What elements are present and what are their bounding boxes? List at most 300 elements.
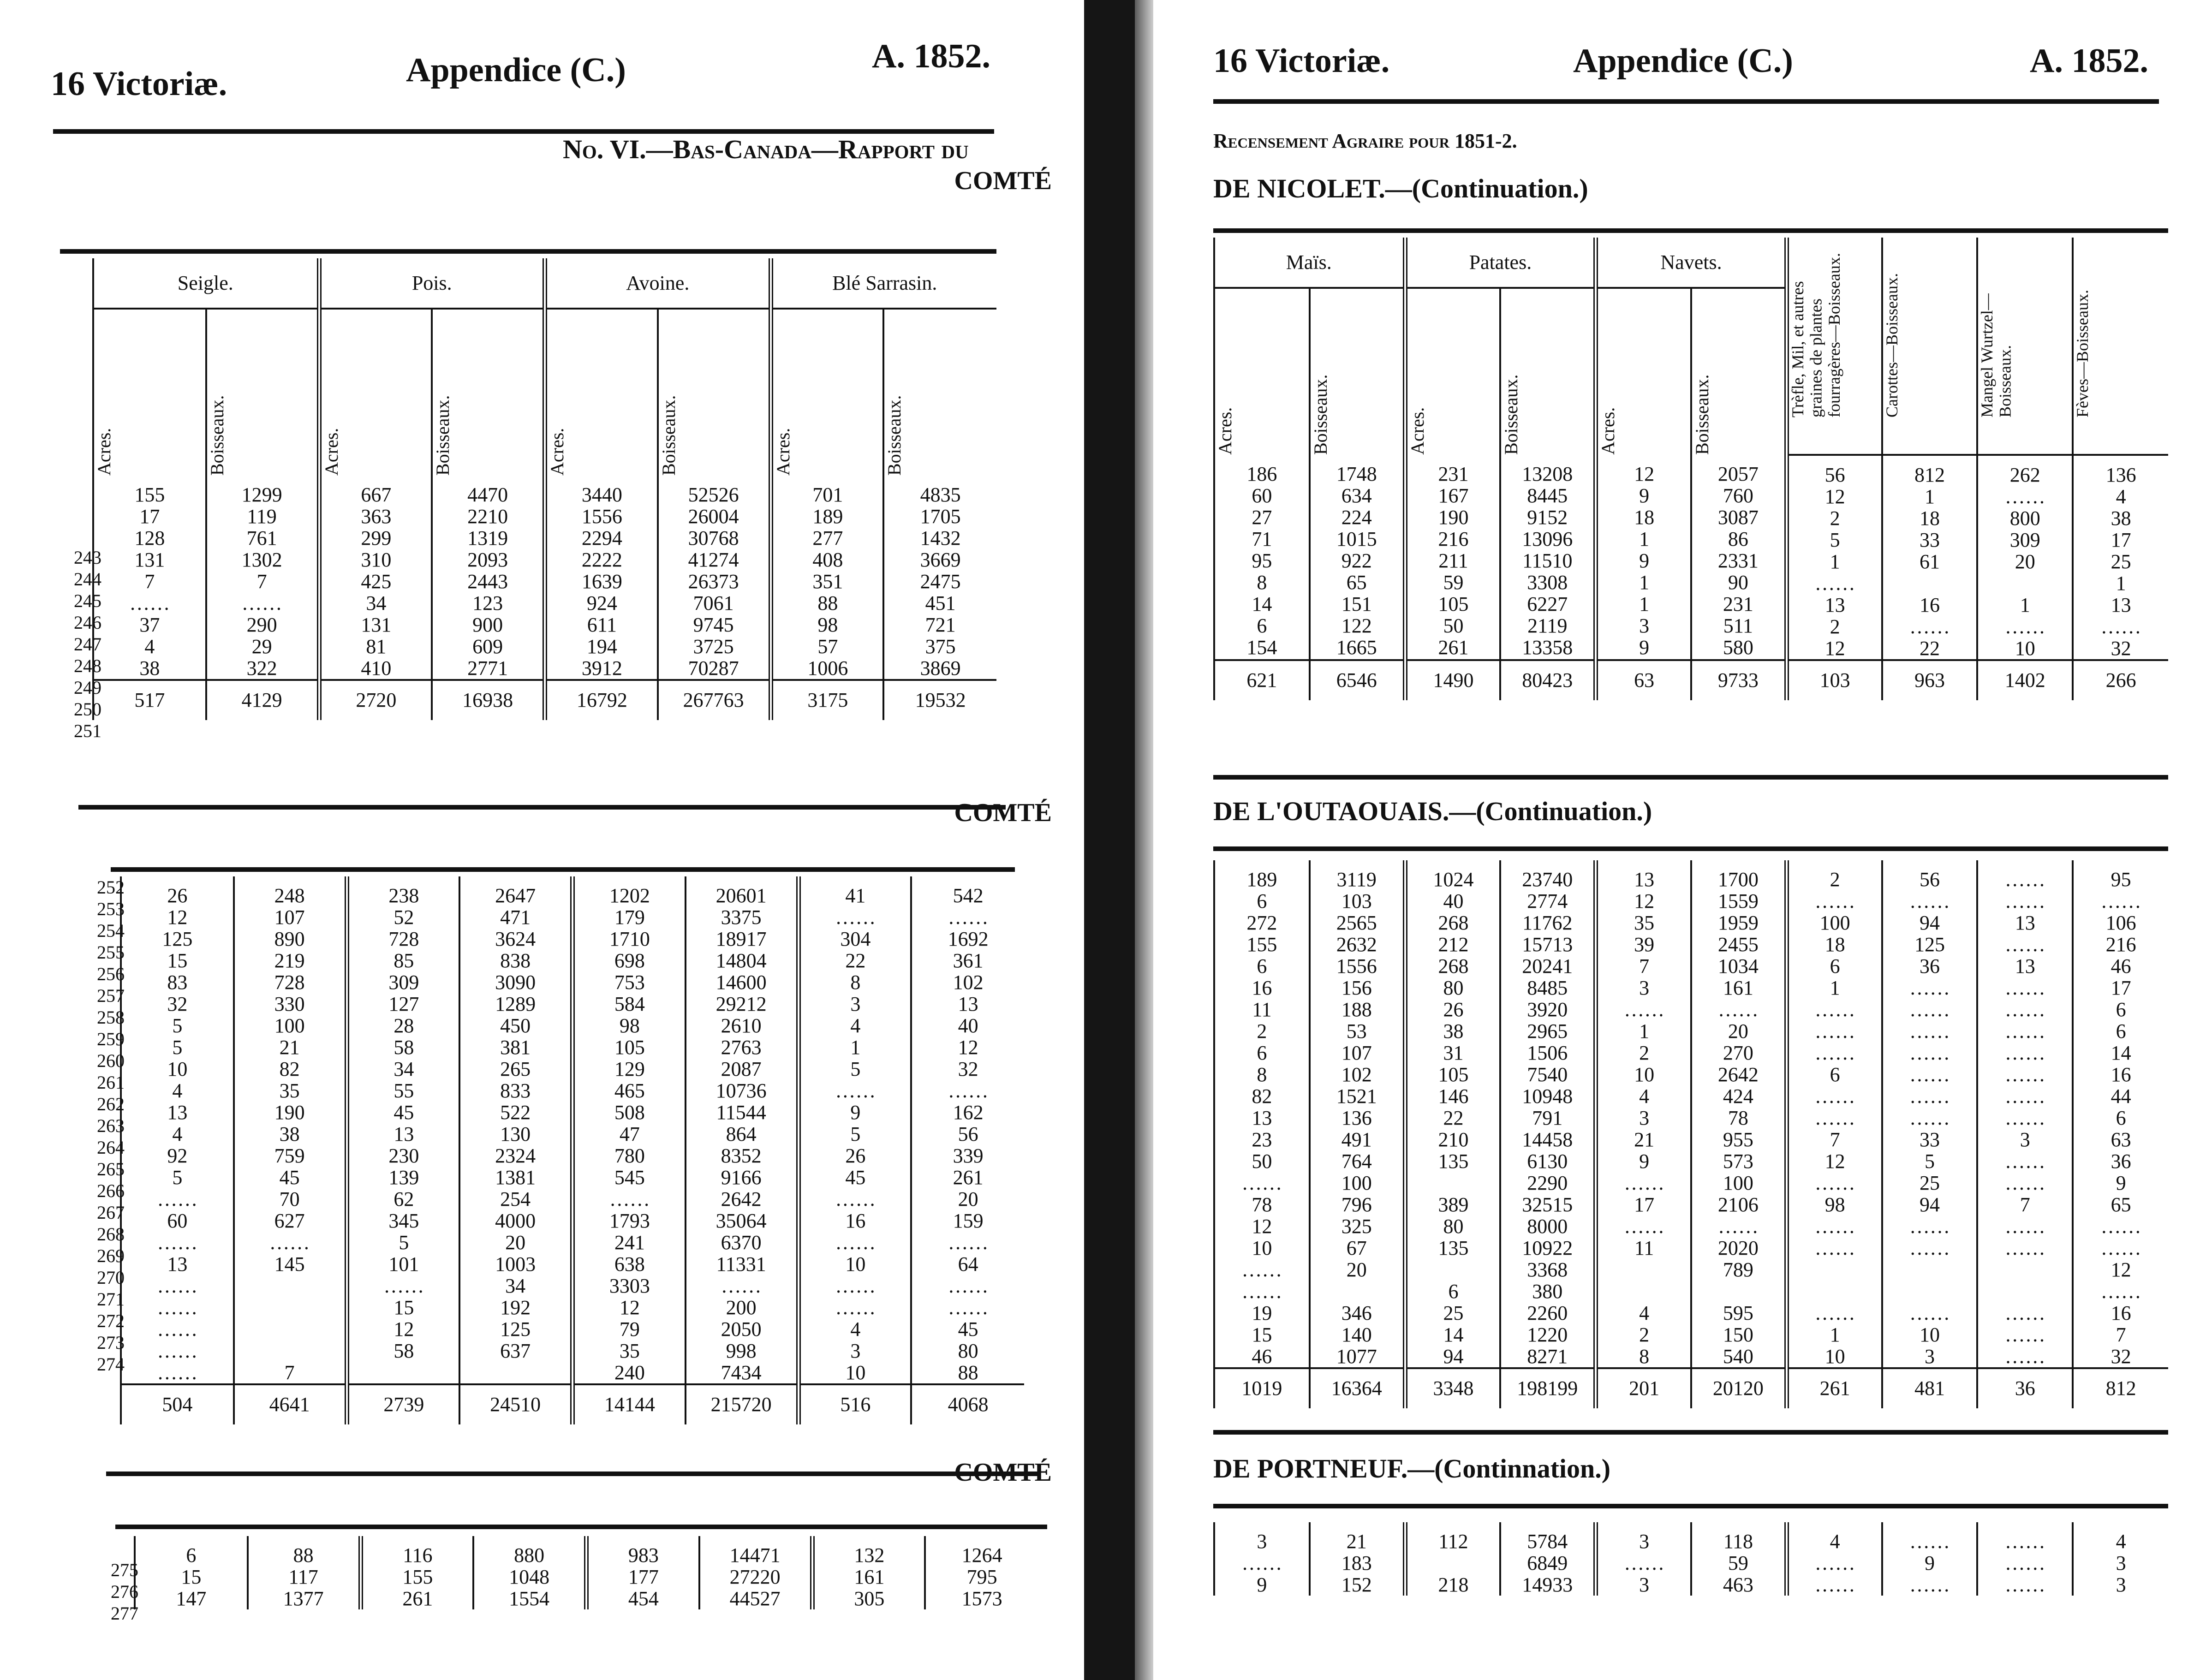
cell-value: 7 bbox=[2116, 1323, 2126, 1346]
cell-value: 26 bbox=[167, 884, 188, 907]
cell-value: 12 bbox=[1824, 485, 1845, 508]
cell-value: 125 bbox=[162, 928, 193, 950]
line-number: 269 bbox=[97, 1245, 125, 1266]
cell-value: 79 bbox=[619, 1318, 640, 1340]
cell-value: …… bbox=[2004, 890, 2045, 912]
cell-value: 753 bbox=[614, 971, 645, 994]
cell-value: 88 bbox=[958, 1361, 978, 1384]
cell-value: 5 bbox=[172, 1166, 183, 1189]
cell-value: 924 bbox=[586, 592, 617, 614]
line-number: 252 bbox=[97, 877, 125, 898]
cell-value: 18 bbox=[1824, 933, 1845, 956]
cell-value: …… bbox=[1814, 1552, 1855, 1574]
left-group-head: Blé Sarrasin. bbox=[771, 258, 997, 309]
right-subhead bbox=[1596, 288, 1691, 455]
left-line-numbers-3 bbox=[92, 1559, 138, 1624]
cell-value bbox=[235, 1318, 345, 1340]
right-data-column bbox=[1596, 860, 1691, 1368]
cell-value: 88 bbox=[293, 1544, 314, 1567]
right-data-column bbox=[1214, 1522, 1310, 1596]
cell-value: 13 bbox=[394, 1123, 414, 1145]
line-number: 260 bbox=[97, 1050, 125, 1071]
right-total-value: 9733 bbox=[1691, 660, 1787, 700]
cell-value: 3920 bbox=[1527, 998, 1568, 1021]
cell-value: 100 bbox=[1819, 911, 1850, 934]
right-total-value: 63 bbox=[1596, 660, 1691, 700]
cell-value: 131 bbox=[134, 548, 165, 571]
cell-value: 638 bbox=[614, 1253, 645, 1275]
cell-value: 9745 bbox=[693, 614, 734, 636]
cell-value: 3869 bbox=[920, 657, 961, 679]
cell-value: 305 bbox=[854, 1587, 885, 1610]
line-number: 264 bbox=[97, 1137, 125, 1158]
cell-value: 211 bbox=[1438, 549, 1468, 572]
cell-value: 33 bbox=[1919, 529, 1940, 551]
cell-value: 118 bbox=[1723, 1530, 1753, 1553]
left-subhead bbox=[206, 309, 319, 476]
cell-value: 161 bbox=[1723, 977, 1753, 999]
cell-value: 15713 bbox=[1522, 933, 1573, 956]
cell-value: 38 bbox=[1443, 1020, 1464, 1043]
cell-value: 32 bbox=[167, 993, 188, 1015]
cell-value: 7 bbox=[2020, 1193, 2030, 1216]
cell-value: 880 bbox=[514, 1544, 545, 1567]
left-table-section-2 bbox=[120, 876, 1024, 1424]
cell-value: 3 bbox=[2116, 1573, 2126, 1596]
left-subhead bbox=[545, 309, 658, 476]
cell-value: 216 bbox=[1438, 528, 1469, 550]
cell-value: 721 bbox=[925, 614, 956, 636]
left-section-top-rule-2 bbox=[111, 867, 1015, 872]
cell-value: 23740 bbox=[1522, 868, 1573, 891]
cell-value bbox=[1883, 572, 1977, 594]
left-total-value: 215720 bbox=[686, 1384, 799, 1424]
cell-value: 1 bbox=[1639, 1020, 1650, 1043]
right-data-column bbox=[1882, 455, 1978, 660]
cell-value: 10 bbox=[845, 1253, 866, 1275]
cell-value: 270 bbox=[1723, 1042, 1753, 1064]
cell-value: 156 bbox=[1341, 977, 1372, 999]
cell-value: 92 bbox=[167, 1144, 188, 1167]
cell-value: 16 bbox=[1252, 977, 1272, 999]
cell-value: …… bbox=[2004, 868, 2045, 891]
cell-value: 62 bbox=[394, 1188, 414, 1210]
cell-value bbox=[1883, 1259, 1977, 1281]
cell-value: …… bbox=[1814, 1020, 1855, 1043]
cell-value: 200 bbox=[726, 1296, 757, 1319]
line-number: 265 bbox=[97, 1159, 125, 1180]
cell-value: …… bbox=[1909, 1302, 1950, 1324]
cell-value: 39 bbox=[1634, 933, 1655, 956]
cell-value: 1 bbox=[1639, 528, 1650, 550]
right-single-head-label: Trèfle, Mil, et autres graines de plantes fourragères—Boisseaux. bbox=[1788, 253, 1843, 417]
cell-value: 177 bbox=[628, 1566, 659, 1588]
right-data-column bbox=[1310, 860, 1405, 1368]
cell-value: 540 bbox=[1723, 1345, 1753, 1368]
cell-value bbox=[1978, 572, 2072, 594]
cell-value: 20 bbox=[505, 1231, 526, 1254]
cell-value: …… bbox=[1909, 977, 1950, 999]
cell-value: …… bbox=[1909, 1215, 1950, 1238]
cell-value: …… bbox=[1909, 1573, 1950, 1596]
cell-value: 127 bbox=[388, 993, 419, 1015]
cell-value: …… bbox=[1814, 998, 1855, 1021]
cell-value: …… bbox=[157, 1296, 198, 1319]
cell-value: …… bbox=[1909, 1237, 1950, 1259]
cell-value: …… bbox=[2004, 1150, 2045, 1173]
cell-value: 145 bbox=[274, 1253, 305, 1275]
cell-value: 14471 bbox=[729, 1544, 781, 1567]
left-group-head: Avoine. bbox=[545, 258, 771, 309]
line-number: 247 bbox=[74, 634, 101, 655]
left-total-value: 14144 bbox=[572, 1384, 686, 1424]
cell-value: 1319 bbox=[467, 527, 508, 549]
cell-value: 83 bbox=[167, 971, 188, 994]
cell-value: 135 bbox=[1438, 1150, 1469, 1173]
left-total-value: 2720 bbox=[319, 680, 432, 720]
cell-value: 10 bbox=[1252, 1237, 1272, 1259]
cell-value: 16 bbox=[845, 1209, 866, 1232]
cell-value: 2475 bbox=[920, 570, 961, 593]
cell-value: 13096 bbox=[1522, 528, 1573, 550]
cell-value: 10736 bbox=[715, 1079, 767, 1102]
cell-value: …… bbox=[1814, 1237, 1855, 1259]
cell-value: 6 bbox=[2116, 998, 2126, 1021]
left-data-column bbox=[93, 476, 206, 680]
cell-value: 454 bbox=[628, 1587, 659, 1610]
cell-value: 796 bbox=[1341, 1193, 1372, 1216]
cell-value: …… bbox=[2004, 485, 2045, 508]
cell-value: 14 bbox=[1252, 593, 1272, 615]
cell-value: 105 bbox=[1438, 1063, 1469, 1086]
cell-value: …… bbox=[721, 1275, 762, 1297]
cell-value: 12 bbox=[958, 1036, 978, 1059]
cell-value: …… bbox=[157, 1231, 198, 1254]
cell-value: 890 bbox=[274, 928, 305, 950]
cell-value: 2 bbox=[1830, 615, 1840, 638]
cell-value: 1299 bbox=[241, 483, 282, 506]
cell-value: 1959 bbox=[1717, 911, 1759, 934]
cell-value: 11331 bbox=[716, 1253, 766, 1275]
cell-value: 231 bbox=[1723, 593, 1753, 615]
cell-value: 12 bbox=[1634, 463, 1655, 485]
cell-value: 8352 bbox=[721, 1144, 762, 1167]
cell-value: 4 bbox=[144, 635, 155, 658]
right-subhead-label: Acres. bbox=[1215, 407, 1235, 455]
line-number: 255 bbox=[97, 942, 125, 963]
cell-value: …… bbox=[2004, 1302, 2045, 1324]
cell-value: 38 bbox=[279, 1123, 300, 1145]
left-data-column bbox=[686, 876, 799, 1384]
cell-value: 5 bbox=[172, 1014, 183, 1037]
cell-value: 701 bbox=[812, 483, 843, 506]
cell-value: 2260 bbox=[1527, 1302, 1568, 1324]
left-header-rule bbox=[53, 129, 994, 134]
cell-value: 410 bbox=[361, 657, 392, 679]
cell-value: 8485 bbox=[1527, 977, 1568, 999]
cell-value: 2565 bbox=[1336, 911, 1377, 934]
cell-value: 322 bbox=[246, 657, 277, 679]
cell-value: 34 bbox=[505, 1275, 526, 1297]
cell-value: 56 bbox=[1919, 868, 1940, 891]
cell-value: 155 bbox=[402, 1566, 433, 1588]
cell-value: 3912 bbox=[581, 657, 622, 679]
left-line-numbers-2 bbox=[78, 876, 125, 1375]
cell-value: 2057 bbox=[1717, 463, 1759, 485]
cell-value: 424 bbox=[1723, 1085, 1753, 1108]
cell-value: 15 bbox=[167, 949, 188, 972]
cell-value: 132 bbox=[854, 1544, 885, 1567]
cell-value: 56 bbox=[1824, 464, 1845, 486]
cell-value: 41 bbox=[845, 884, 866, 907]
cell-value: 13 bbox=[2015, 955, 2035, 977]
cell-value: 9 bbox=[1639, 636, 1650, 659]
cell-value: 21 bbox=[279, 1036, 300, 1059]
left-data-column bbox=[135, 1536, 248, 1609]
cell-value: 10 bbox=[1634, 1063, 1655, 1086]
cell-value: 136 bbox=[1341, 1107, 1372, 1129]
cell-value: 16 bbox=[2111, 1063, 2131, 1086]
cell-value: …… bbox=[2100, 1280, 2141, 1303]
left-table-section-1 bbox=[92, 258, 996, 720]
cell-value: 304 bbox=[840, 928, 871, 950]
cell-value bbox=[1407, 1259, 1500, 1281]
cell-value: 100 bbox=[274, 1014, 305, 1037]
cell-value: 1220 bbox=[1527, 1323, 1568, 1346]
right-total-value: 3348 bbox=[1405, 1368, 1501, 1408]
left-section-rule-2 bbox=[106, 1471, 1038, 1476]
right-data-column bbox=[1310, 455, 1405, 660]
line-number: 245 bbox=[74, 590, 101, 611]
cell-value: 161 bbox=[854, 1566, 885, 1588]
cell-value: 90 bbox=[1728, 571, 1748, 594]
left-data-column bbox=[925, 1536, 1038, 1609]
cell-value: 4 bbox=[1639, 1085, 1650, 1108]
right-data-column bbox=[1977, 860, 2073, 1368]
cell-value: 32 bbox=[2111, 1345, 2131, 1368]
cell-value: 125 bbox=[500, 1318, 531, 1340]
cell-value: 64 bbox=[958, 1253, 978, 1275]
cell-value: 8 bbox=[1257, 1063, 1267, 1086]
cell-value: 94 bbox=[1919, 911, 1940, 934]
cell-value: 14 bbox=[2111, 1042, 2131, 1064]
left-data-column bbox=[911, 876, 1024, 1384]
cell-value: 45 bbox=[958, 1318, 978, 1340]
cell-value: 13 bbox=[167, 1253, 188, 1275]
cell-value: 50 bbox=[1252, 1150, 1272, 1173]
cell-value: 2763 bbox=[721, 1036, 762, 1059]
cell-value: 351 bbox=[812, 570, 843, 593]
cell-value: 838 bbox=[500, 949, 531, 972]
cell-value: 6 bbox=[186, 1544, 197, 1567]
right-data-column bbox=[1882, 860, 1978, 1368]
cell-value: 10 bbox=[2015, 637, 2035, 660]
cell-value: …… bbox=[1909, 1042, 1950, 1064]
left-subhead bbox=[319, 309, 432, 476]
cell-value: 12 bbox=[167, 906, 188, 929]
cell-value: 508 bbox=[614, 1101, 645, 1124]
right-data-column bbox=[2073, 455, 2168, 660]
cell-value: 760 bbox=[1723, 484, 1753, 507]
cell-value: 216 bbox=[2105, 933, 2136, 956]
cell-value: 1432 bbox=[920, 527, 961, 549]
cell-value: 3 bbox=[1639, 1107, 1650, 1129]
cell-value: …… bbox=[948, 906, 989, 929]
right-section-top-rule-2 bbox=[1213, 846, 2168, 851]
line-number: 251 bbox=[74, 721, 101, 741]
cell-value: …… bbox=[129, 592, 170, 614]
cell-value: 2455 bbox=[1717, 933, 1759, 956]
cell-value: 580 bbox=[1723, 636, 1753, 659]
right-data-column bbox=[1787, 1522, 1882, 1596]
cell-value: 791 bbox=[1532, 1107, 1563, 1129]
right-data-column bbox=[1691, 1522, 1787, 1596]
cell-value: 82 bbox=[1252, 1085, 1272, 1108]
cell-value: 61 bbox=[1919, 550, 1940, 573]
cell-value: …… bbox=[1814, 1215, 1855, 1238]
cell-value: 7 bbox=[1830, 1128, 1840, 1151]
cell-value: 18917 bbox=[715, 928, 767, 950]
cell-value: 6 bbox=[1830, 955, 1840, 977]
cell-value: 4 bbox=[1639, 1302, 1650, 1324]
cell-value: …… bbox=[1814, 572, 1855, 595]
cell-value: 107 bbox=[1341, 1042, 1372, 1064]
cell-value: 23 bbox=[1252, 1128, 1272, 1151]
left-total-value: 19532 bbox=[883, 680, 996, 720]
cell-value: 310 bbox=[361, 548, 392, 571]
cell-value: 363 bbox=[361, 505, 392, 528]
cell-value: 2632 bbox=[1336, 933, 1377, 956]
left-subhead-label: Acres. bbox=[321, 428, 342, 476]
cell-value: 20 bbox=[958, 1188, 978, 1210]
cell-value: 2050 bbox=[721, 1318, 762, 1340]
right-subhead bbox=[1310, 288, 1405, 455]
cell-value bbox=[1598, 1281, 1690, 1302]
cell-value: …… bbox=[2004, 1085, 2045, 1108]
cell-value: 21 bbox=[1634, 1128, 1655, 1151]
left-group-head: Seigle. bbox=[93, 258, 319, 309]
cell-value: 5 bbox=[172, 1036, 183, 1059]
left-line-numbers-1 bbox=[65, 547, 101, 742]
cell-value: 70 bbox=[279, 1188, 300, 1210]
cell-value: 1 bbox=[1830, 550, 1840, 573]
right-section-title-3: DE PORTNEUF.—(Continnation.) bbox=[1213, 1454, 1611, 1483]
cell-value: 22 bbox=[1919, 637, 1940, 660]
right-table-section-3 bbox=[1213, 1522, 2168, 1596]
line-number: 253 bbox=[97, 899, 125, 919]
cell-value: 265 bbox=[500, 1058, 531, 1080]
cell-value: …… bbox=[2100, 890, 2141, 912]
left-total-value: 2739 bbox=[347, 1384, 460, 1424]
line-number: 246 bbox=[74, 612, 101, 633]
cell-value: 105 bbox=[1438, 593, 1469, 615]
left-subhead-label: Acres. bbox=[772, 428, 793, 476]
cell-value: 1793 bbox=[609, 1209, 650, 1232]
line-number: 248 bbox=[74, 655, 101, 676]
cell-value: …… bbox=[2004, 1020, 2045, 1043]
cell-value: 2965 bbox=[1527, 1020, 1568, 1043]
cell-value: 85 bbox=[394, 949, 414, 972]
cell-value: 9 bbox=[850, 1101, 861, 1124]
cell-value: 82 bbox=[279, 1058, 300, 1080]
right-subhead-label: Boisseaux. bbox=[1310, 374, 1331, 455]
cell-value: …… bbox=[609, 1188, 650, 1210]
cell-value: 106 bbox=[2105, 911, 2136, 934]
cell-value: 2290 bbox=[1527, 1172, 1568, 1194]
cell-value: 330 bbox=[274, 993, 305, 1015]
line-number: 270 bbox=[97, 1267, 125, 1288]
cell-value bbox=[1407, 1552, 1500, 1574]
cell-value: 2 bbox=[1257, 1020, 1267, 1043]
cell-value: 2324 bbox=[495, 1144, 536, 1167]
cell-value: 35 bbox=[279, 1079, 300, 1102]
cell-value: 46 bbox=[1252, 1345, 1272, 1368]
cell-value: …… bbox=[1909, 615, 1950, 638]
right-data-column bbox=[1977, 1522, 2073, 1596]
cell-value: 28 bbox=[394, 1014, 414, 1037]
cell-value: 1700 bbox=[1717, 868, 1759, 891]
cell-value: 13 bbox=[1824, 594, 1845, 616]
cell-value: 6 bbox=[2116, 1107, 2126, 1129]
cell-value: 1048 bbox=[509, 1566, 550, 1588]
cell-value: 12 bbox=[1252, 1215, 1272, 1238]
cell-value: 2642 bbox=[1717, 1063, 1759, 1086]
cell-value: 4000 bbox=[495, 1209, 536, 1232]
left-subhead bbox=[771, 309, 884, 476]
left-subhead bbox=[432, 309, 545, 476]
cell-value bbox=[1789, 1281, 1881, 1302]
right-group-head: Patates. bbox=[1405, 238, 1596, 288]
cell-value: 3375 bbox=[721, 906, 762, 929]
cell-value: 116 bbox=[403, 1544, 433, 1567]
cell-value: 9 bbox=[1639, 484, 1650, 507]
cell-value: 107 bbox=[274, 906, 305, 929]
cell-value: 2774 bbox=[1527, 890, 1568, 912]
left-comte-3: COMTÉ bbox=[954, 1458, 1052, 1487]
cell-value: 27220 bbox=[729, 1566, 781, 1588]
cell-value: 119 bbox=[247, 505, 277, 528]
cell-value: 44 bbox=[2111, 1085, 2131, 1108]
cell-value: 18 bbox=[1634, 506, 1655, 529]
right-data-column bbox=[1405, 455, 1501, 660]
left-total-value: 517 bbox=[93, 680, 206, 720]
left-data-column bbox=[658, 476, 771, 680]
line-number: 277 bbox=[111, 1603, 138, 1624]
cell-value: 167 bbox=[1438, 484, 1469, 507]
cell-value: 7061 bbox=[693, 592, 734, 614]
cell-value: 1381 bbox=[495, 1166, 536, 1189]
cell-value: 812 bbox=[1914, 464, 1945, 486]
cell-value: 129 bbox=[614, 1058, 645, 1080]
cell-value: 1289 bbox=[495, 993, 536, 1015]
right-data-column bbox=[1787, 860, 1882, 1368]
cell-value: 20 bbox=[1728, 1020, 1748, 1043]
cell-value: 98 bbox=[817, 614, 838, 636]
cell-value: 21 bbox=[1346, 1530, 1367, 1553]
cell-value: 55 bbox=[394, 1079, 414, 1102]
cell-value: 189 bbox=[1246, 868, 1277, 891]
cell-value: 900 bbox=[472, 614, 503, 636]
right-subhead bbox=[1214, 288, 1310, 455]
left-comte-1: COMTÉ bbox=[954, 167, 1052, 195]
left-data-column bbox=[771, 476, 884, 680]
cell-value: 522 bbox=[500, 1101, 531, 1124]
cell-value: 1521 bbox=[1336, 1085, 1377, 1108]
right-section-title-2: DE L'OUTAOUAIS.—(Continuation.) bbox=[1213, 796, 1652, 826]
cell-value: 63 bbox=[2111, 1128, 2131, 1151]
cell-value: 17 bbox=[2111, 977, 2131, 999]
cell-value: 5 bbox=[850, 1058, 861, 1080]
